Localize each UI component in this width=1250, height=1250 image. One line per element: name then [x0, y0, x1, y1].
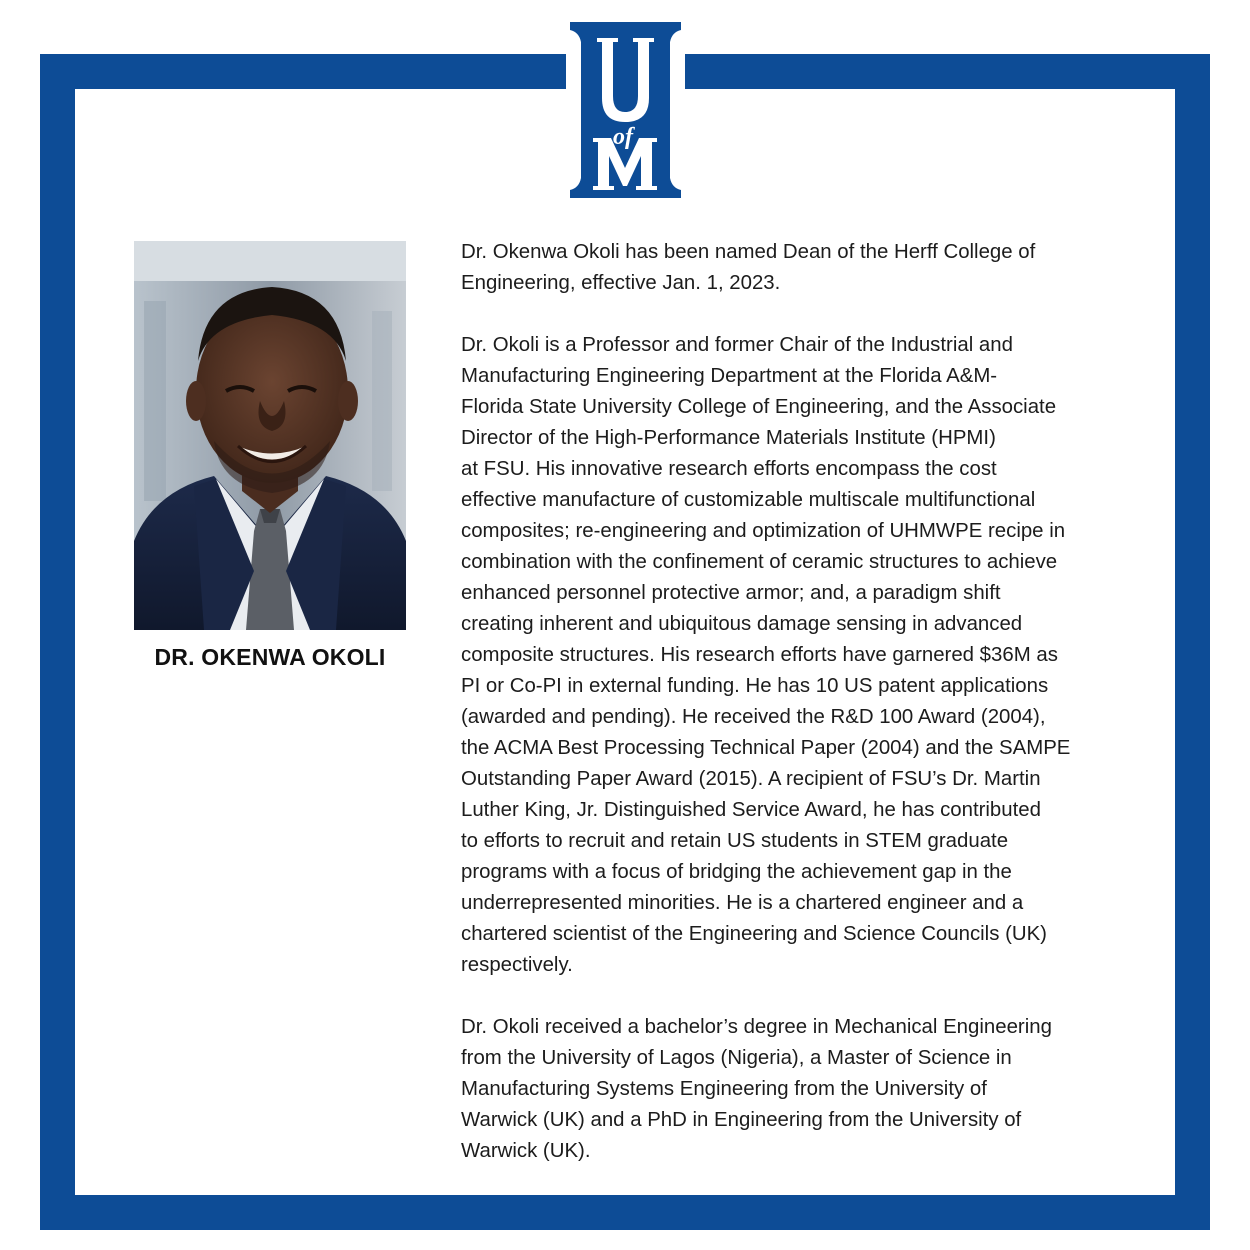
bio-line: (awarded and pending). He received the R&D 100 Award (2004),: [461, 706, 1046, 728]
bio-line: the ACMA Best Processing Technical Paper (2004) and the SAMPE: [461, 737, 1071, 759]
university-logo: [566, 18, 685, 202]
bio-paragraph-1: [461, 237, 1151, 299]
bio-line: creating inherent and ubiquitous damage sensing in advanced: [461, 613, 1023, 635]
bio-line: composite structures. His research efforts have garnered $36M as: [461, 644, 1058, 666]
bio-line: Manufacturing Systems Engineering from the University of: [461, 1078, 987, 1100]
bio-line: Dr. Okenwa Okoli has been named Dean of the Herff College of: [461, 241, 1036, 263]
svg-text:of: of: [613, 124, 633, 150]
person-name: DR. OKENWA OKOLI: [154, 644, 386, 670]
bio-line: Florida State University College of Engineering, and the Associate: [461, 396, 1057, 418]
bio-line: Outstanding Paper Award (2015). A recipient of FSU’s Dr. Martin: [461, 768, 1041, 790]
bio-line: chartered scientist of the Engineering and Science Councils (UK): [461, 923, 1047, 945]
bio-line: Director of the High-Performance Materials Institute (HPMI): [461, 427, 996, 449]
bio-paragraph-3: [461, 1012, 1151, 1167]
bio-text: [461, 237, 1151, 1167]
bio-line: composites; re-engineering and optimization of UHMWPE recipe in: [461, 520, 1066, 542]
bio-line: Warwick (UK).: [461, 1140, 591, 1162]
bio-line: effective manufacture of customizable multiscale multifunctional: [461, 489, 1036, 511]
bio-line: respectively.: [461, 954, 573, 976]
portrait-photo: [134, 241, 406, 630]
bio-line: Dr. Okoli received a bachelor’s degree in Mechanical Engineering: [461, 1016, 1052, 1038]
bio-line: at FSU. His innovative research efforts encompass the cost: [461, 458, 997, 480]
bio-line: Warwick (UK) and a PhD in Engineering from the University of: [461, 1109, 1022, 1131]
bio-line: Manufacturing Engineering Department at the Florida A&M-: [461, 365, 998, 387]
bio-line: Luther King, Jr. Distinguished Service Award, he has contributed: [461, 799, 1041, 821]
bio-paragraph-2: [461, 330, 1151, 981]
bio-line: from the University of Lagos (Nigeria), a Master of Science in: [461, 1047, 1012, 1069]
bio-line: underrepresented minorities. He is a chartered engineer and a: [461, 892, 1024, 914]
bio-line: Engineering, effective Jan. 1, 2023.: [461, 272, 781, 294]
bio-line: enhanced personnel protective armor; and, a paradigm shift: [461, 582, 1001, 604]
bio-line: PI or Co-PI in external funding. He has 10 US patent applications: [461, 675, 1049, 697]
bio-line: to efforts to recruit and retain US students in STEM graduate: [461, 830, 1009, 852]
bio-line: programs with a focus of bridging the achievement gap in the: [461, 861, 1012, 883]
bio-line: combination with the confinement of ceramic structures to achieve: [461, 551, 1058, 573]
bio-line: Dr. Okoli is a Professor and former Chair of the Industrial and: [461, 334, 1013, 356]
